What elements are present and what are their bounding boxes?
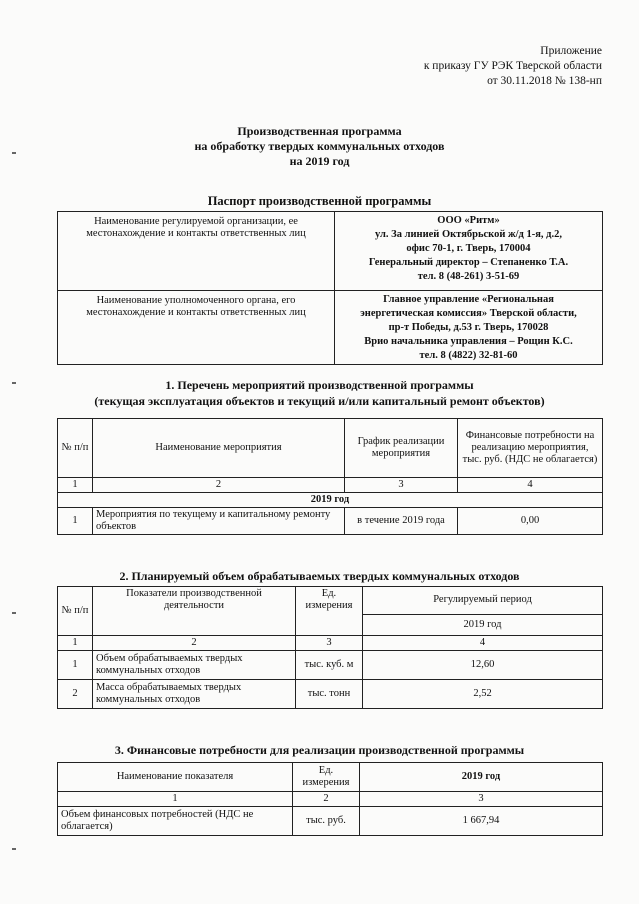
header-schedule: График реализации мероприятия bbox=[345, 419, 458, 478]
scan-mark bbox=[12, 382, 16, 384]
table-row bbox=[58, 807, 603, 836]
table-number-row bbox=[58, 636, 603, 651]
col-number: 3 bbox=[296, 636, 363, 651]
col-number: 4 bbox=[363, 636, 603, 651]
row-number: 1 bbox=[58, 508, 93, 535]
row-financial-value: 0,00 bbox=[458, 508, 603, 535]
col-number: 3 bbox=[360, 792, 603, 807]
row-value: 1 667,94 bbox=[360, 807, 603, 836]
passport-value-cell bbox=[335, 212, 603, 291]
row-indicator: Масса обрабатываемых твердых коммунальных отходов bbox=[93, 680, 296, 709]
header-year: 2019 год bbox=[360, 763, 603, 792]
row-unit: тыс. куб. м bbox=[296, 651, 363, 680]
org-phone: тел. 8 (48-261) 3-51-69 bbox=[417, 271, 520, 282]
appendix-line-3: от 30.11.2018 № 138-нп bbox=[487, 75, 602, 87]
header-number: № п/п bbox=[58, 419, 93, 478]
section1-table bbox=[57, 418, 603, 535]
table-header-row bbox=[58, 419, 603, 478]
org-address-2: офис 70-1, г. Тверь, 170004 bbox=[406, 243, 531, 254]
title-line-2: на обработку твердых коммунальных отходов bbox=[194, 139, 445, 153]
row-number: 2 bbox=[58, 680, 93, 709]
table-header-row bbox=[58, 763, 603, 792]
header-number: № п/п bbox=[58, 587, 93, 636]
col-number: 2 bbox=[93, 636, 296, 651]
col-number: 1 bbox=[58, 636, 93, 651]
table-row bbox=[58, 651, 603, 680]
header-regulated-period: Регулируемый период bbox=[363, 587, 603, 615]
row-value: 12,60 bbox=[363, 651, 603, 680]
col-number: 1 bbox=[58, 792, 293, 807]
title-line-1: Производственная программа bbox=[237, 124, 402, 138]
row-value: 2,52 bbox=[363, 680, 603, 709]
org-director: Генеральный директор – Степаненко Т.А. bbox=[368, 257, 569, 268]
passport-table bbox=[57, 211, 603, 365]
document-title bbox=[0, 124, 639, 169]
passport-value-cell bbox=[335, 291, 603, 365]
row-schedule: в течение 2019 года bbox=[345, 508, 458, 535]
row-number: 1 bbox=[58, 651, 93, 680]
header-financial-needs: Финансовые потребности на реализацию мероприятия, тыс. руб. (НДС не облагается) bbox=[458, 419, 603, 478]
col-number: 2 bbox=[293, 792, 360, 807]
authority-address: пр-т Победы, д.53 г. Тверь, 170028 bbox=[388, 322, 549, 333]
row-indicator-name: Объем финансовых потребностей (НДС не облагается) bbox=[58, 807, 293, 836]
passport-label-cell: Наименование регулируемой организации, ее местонахождение и контакты ответственных лиц bbox=[58, 212, 335, 291]
row-unit: тыс. руб. bbox=[293, 807, 360, 836]
scan-mark bbox=[12, 152, 16, 154]
authority-head: Врио начальника управления – Рощин К.С. bbox=[364, 336, 573, 347]
table-row bbox=[58, 291, 603, 365]
org-address-1: ул. За линией Октябрьской ж/д 1-я, д.2, bbox=[375, 229, 562, 240]
table-row bbox=[58, 680, 603, 709]
header-indicators: Показатели производственной деятельности bbox=[93, 587, 296, 636]
col-number: 1 bbox=[58, 478, 93, 493]
appendix-block bbox=[424, 44, 602, 89]
header-year: 2019 год bbox=[363, 614, 603, 635]
section1-heading-line-1: 1. Перечень мероприятий производственной программы bbox=[165, 378, 474, 392]
authority-phone: тел. 8 (4822) 32-81-60 bbox=[419, 350, 518, 361]
scan-mark bbox=[12, 612, 16, 614]
header-indicator-name: Наименование показателя bbox=[58, 763, 293, 792]
section2-heading: 2. Планируемый объем обрабатываемых твердых коммунальных отходов bbox=[119, 569, 520, 583]
table-number-row bbox=[58, 792, 603, 807]
section1-heading-line-2: (текущая эксплуатация объектов и текущий и/или капитальный ремонт объектов) bbox=[94, 394, 545, 408]
header-unit: Ед. измерения bbox=[296, 587, 363, 636]
col-number: 2 bbox=[93, 478, 345, 493]
table-number-row bbox=[58, 478, 603, 493]
scan-mark bbox=[12, 848, 16, 850]
year-row bbox=[58, 493, 603, 508]
appendix-line-1: Приложение bbox=[540, 45, 602, 57]
row-unit: тыс. тонн bbox=[296, 680, 363, 709]
row-event-name: Мероприятия по текущему и капитальному ремонту объектов bbox=[93, 508, 345, 535]
section1-heading bbox=[0, 377, 639, 409]
row-indicator: Объем обрабатываемых твердых коммунальных отходов bbox=[93, 651, 296, 680]
header-unit: Ед. измерения bbox=[293, 763, 360, 792]
year-label: 2019 год bbox=[58, 493, 603, 508]
passport-heading: Паспорт производственной программы bbox=[207, 194, 432, 208]
authority-name-1: Главное управление «Региональная bbox=[383, 294, 554, 305]
appendix-line-2: к приказу ГУ РЭК Тверской области bbox=[423, 60, 602, 72]
header-event-name: Наименование мероприятия bbox=[93, 419, 345, 478]
col-number: 3 bbox=[345, 478, 458, 493]
org-name: ООО «Ритм» bbox=[437, 215, 500, 226]
authority-name-2: энергетическая комиссия» Тверской области, bbox=[360, 308, 577, 319]
col-number: 4 bbox=[458, 478, 603, 493]
table-row bbox=[58, 212, 603, 291]
table-row bbox=[58, 508, 603, 535]
section3-table bbox=[57, 762, 603, 836]
table-header-row bbox=[58, 587, 603, 615]
title-line-3: на 2019 год bbox=[289, 154, 350, 168]
passport-label-cell: Наименование уполномоченного органа, его местонахождение и контакты ответственных лиц bbox=[58, 291, 335, 365]
section3-heading: 3. Финансовые потребности для реализации производственной программы bbox=[114, 743, 525, 757]
section2-table bbox=[57, 586, 603, 709]
